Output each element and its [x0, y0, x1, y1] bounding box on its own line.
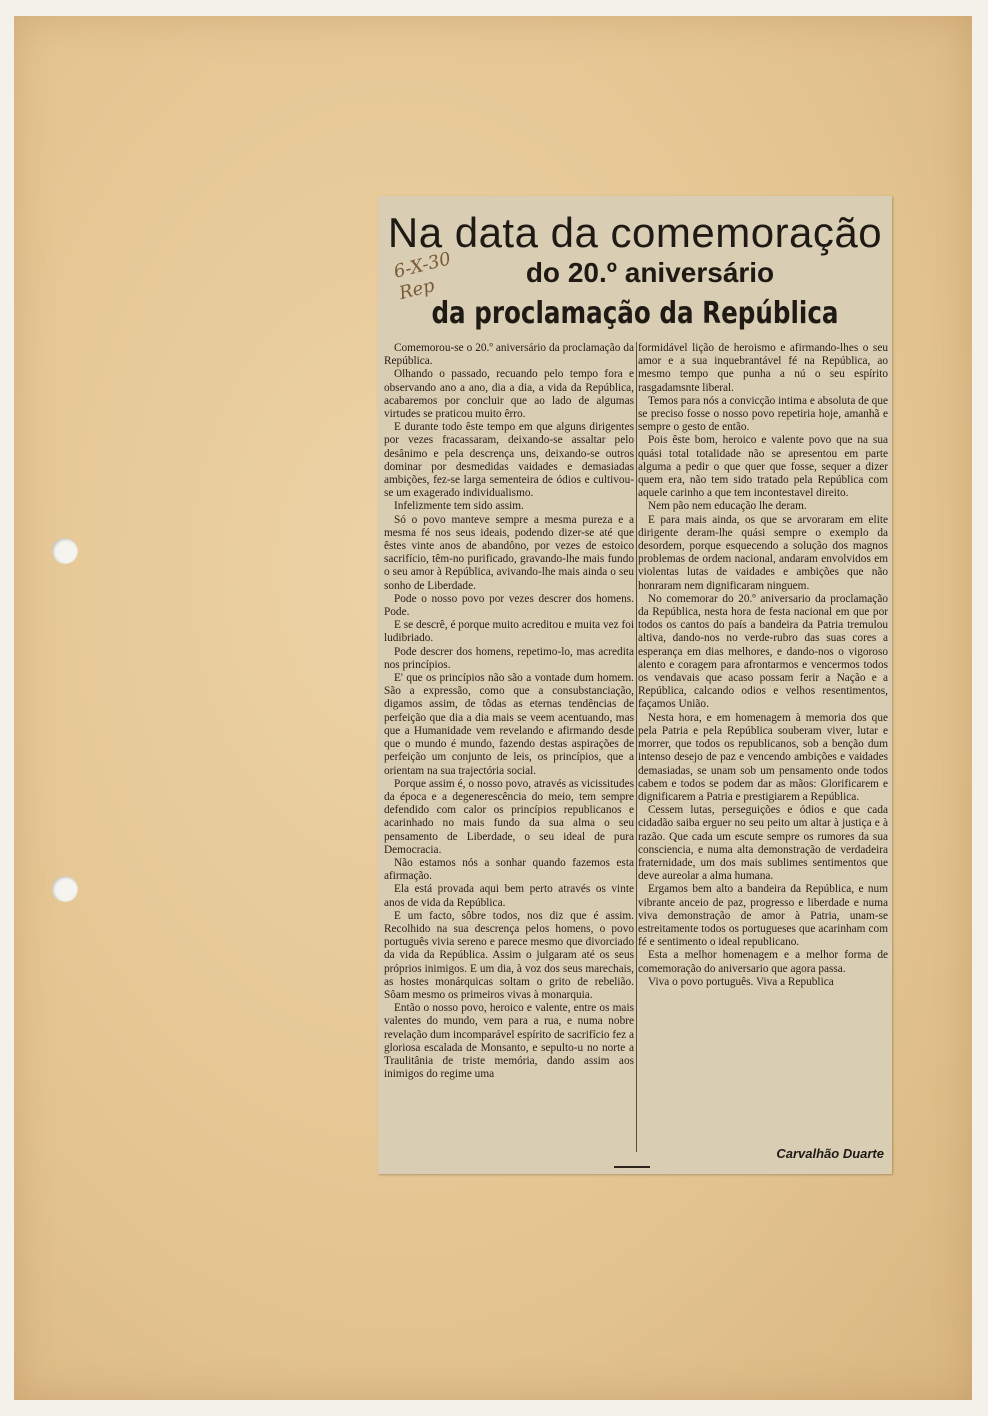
- paragraph: No comemorar do 20.º aniversario da proclamação da República, nesta hora de festa nacional em que por todos os cantos do país a bandeira da Patria tremulou altiva, dando-nos no verde-rubro das suas cores a esperança em dias melhores, e dando-nos o vigoroso alento e coragem para afrontarmos e vencermos todos os vendavais que acaso possam ferir a Nação e a República, calcando odios e velhos resentimentos, façamos União.: [638, 592, 888, 711]
- paragraph: Viva o povo português. Viva a Republica: [648, 975, 834, 988]
- paragraph: Esta a melhor homenagem e a melhor forma de comemoração do aniversario que agora passa.: [638, 949, 888, 975]
- paragraph: E durante todo êste tempo em que alguns dirigentes por vezes fracassaram, deixando-se assaltar pelo desânimo e pela descrença uns, deixando-se outros dominar por desmedidas vaidades e demasiadas ambições, fez-se larga sementeira de ódios e cultivou-se um exagerado individualismo.: [384, 421, 634, 500]
- paragraph: E um facto, sôbre todos, nos diz que é assim. Recolhido na sua descrença pelos homens, o povo português vivia sereno e parece mesmo que divorciado da vida da República. Assim o julgaram até os seus próprios inimigos. E um dia, à voz dos seus marechais, as hostes monárquicas soltam o grito de rebelião. Sôam mesmo os primeiros vivas à monarquia.: [384, 909, 634, 1001]
- paragraph: Porque assim é, o nosso povo, através as vicissitudes da época e a degenerescência do meio, tem sempre defendido com calor os princípios republicanos e acarinhado no mais fundo da sua alma o seu pensamento de Liberdade, o seu ideal de pura Democracia.: [384, 777, 634, 856]
- paper-sheet: [14, 16, 972, 1400]
- paragraph: Temos para nós a convicção intima e absoluta de que se preciso fosse o nosso povo repetiria hoje, amanhã e sempre o gesto de então.: [638, 394, 888, 434]
- paragraph: Infelizmente tem sido assim.: [394, 500, 524, 513]
- article-column-right: [638, 342, 888, 989]
- headline-line-2: do 20.º aniversário: [525, 257, 775, 288]
- paragraph: Então o nosso povo, heroico e valente, entre os mais valentes do mundo, vem para a rua, e numa nobre revelação dum incomparável espírito de sacrifício fez a gloriosa escalada de Monsanto, e sepulto-u no norte a Traulitânia de triste memória, dando assim aos inimigos do regime uma: [384, 1002, 634, 1081]
- author-signature: Carvalhão Duarte: [776, 1146, 884, 1161]
- paragraph: Olhando o passado, recuando pelo tempo fora e observando ano a ano, dia a dia, a vida da República, acabaremos por concluir que ao lado de algumas virtudes se praticou muito êrro.: [384, 368, 634, 421]
- end-rule: [614, 1166, 650, 1168]
- paragraph: formidável lição de heroismo e afirmando-lhes o seu amor e a sua inquebrantável fé na República, ao mesmo tempo que punha a nú o seu espírito rasgadamsnte liberal.: [638, 342, 888, 394]
- paragraph: Ela está provada aqui bem perto através os vinte anos de vida da República.: [384, 883, 634, 909]
- paragraph: Não estamos nós a sonhar quando fazemos esta afirmação.: [384, 856, 634, 883]
- paragraph: E' que os princípios não são a vontade dum homem. São a expressão, como que a consubstanciação, digamos assim, de tôdas as eternas tendências de perfeição que dia a dia mais se veem acentuando, mas que a Humanidade vem revelando e afirmando desde que o mundo é mundo, fazendo destas aspirações de perfeição um conjunto de leis, os princípios, que a orientam na sua trajectória social.: [384, 672, 634, 777]
- newspaper-clipping: [378, 196, 892, 1174]
- paragraph: Só o povo manteve sempre a mesma pureza e a mesma fé nos seus ideais, podendo dizer-se até que êstes vinte anos de abandôno, por vezes de estoico sacrifício, têm-no purificado, gravando-lhe mais fundo o seu amor à República, avivando-lhe mais ainda o seu sonho de Liberdade.: [384, 513, 634, 592]
- handwritten-date: 6-X-30 Rep: [391, 248, 454, 305]
- paragraph: E se descrê, é porque muito acreditou e muita vez foi ludibriado.: [384, 619, 634, 645]
- column-divider: [636, 342, 637, 1152]
- paragraph: Nesta hora, e em homenagem à memoria dos que pela Patria e pela República souberam viver, lutar e morrer, que todos os republicanos, sob a benção dum intenso desejo de paz e vencendo ambições e vaidades demasiadas, se unam sob um pensamento onde todos cabem e todos se podem dar as mãos: Glorificarem e dignificarem a Patria e prestigiarem a República.: [638, 711, 888, 803]
- punch-hole-top: [52, 538, 78, 564]
- paragraph: Nem pão nem educação lhe deram.: [648, 500, 807, 513]
- headline-line-3: da proclamação da República: [431, 296, 839, 331]
- paragraph: E para mais ainda, os que se arvoraram em elite dirigente deram-lhe quási sempre o exemplo da desordem, porque esquecendo a solução dos magnos problemas de ordem nacional, andaram envolvidos em violentas lutas de vaidades e ambições que não honraram nem dignificaram ninguem.: [638, 513, 888, 592]
- headline-line-1: Na data da comemoração: [387, 209, 883, 256]
- paragraph: Cessem lutas, perseguições e ódios e que cada cidadão saiba erguer no seu peito um altar à justiça e à razão. Que cada um escute sempre os rumores da sua consciencia, e numa alta demonstração de verdadeira fraternidade, um dos mais sublimes sentimentos que deve aureolar a alma humana.: [638, 804, 888, 883]
- punch-hole-bottom: [52, 876, 78, 902]
- paragraph: Pode descrer dos homens, repetimo-lo, mas acredita nos princípios.: [384, 645, 634, 671]
- paragraph: Pode o nosso povo por vezes descrer dos homens. Pode.: [384, 592, 634, 619]
- paragraph: Pois êste bom, heroico e valente povo que na sua quási total totalidade não se apresentou em parte alguma a pedir o que quer que fosse, sequer a dizer quem era, não tem sido tratado pela República com aquele carinho a que tem incontestavel direito.: [638, 434, 888, 500]
- article-column-left: [384, 342, 634, 1081]
- paragraph: Comemorou-se o 20.º aniversário da proclamação da República.: [384, 342, 634, 368]
- paragraph: Ergamos bem alto a bandeira da República, e num vibrante anceio de paz, progresso e liberdade e numa viva demonstração de amor à Patria, unam-se estreitamente todos os portugueses que acarinham com fé e sentimento o ideal republicano.: [638, 883, 888, 949]
